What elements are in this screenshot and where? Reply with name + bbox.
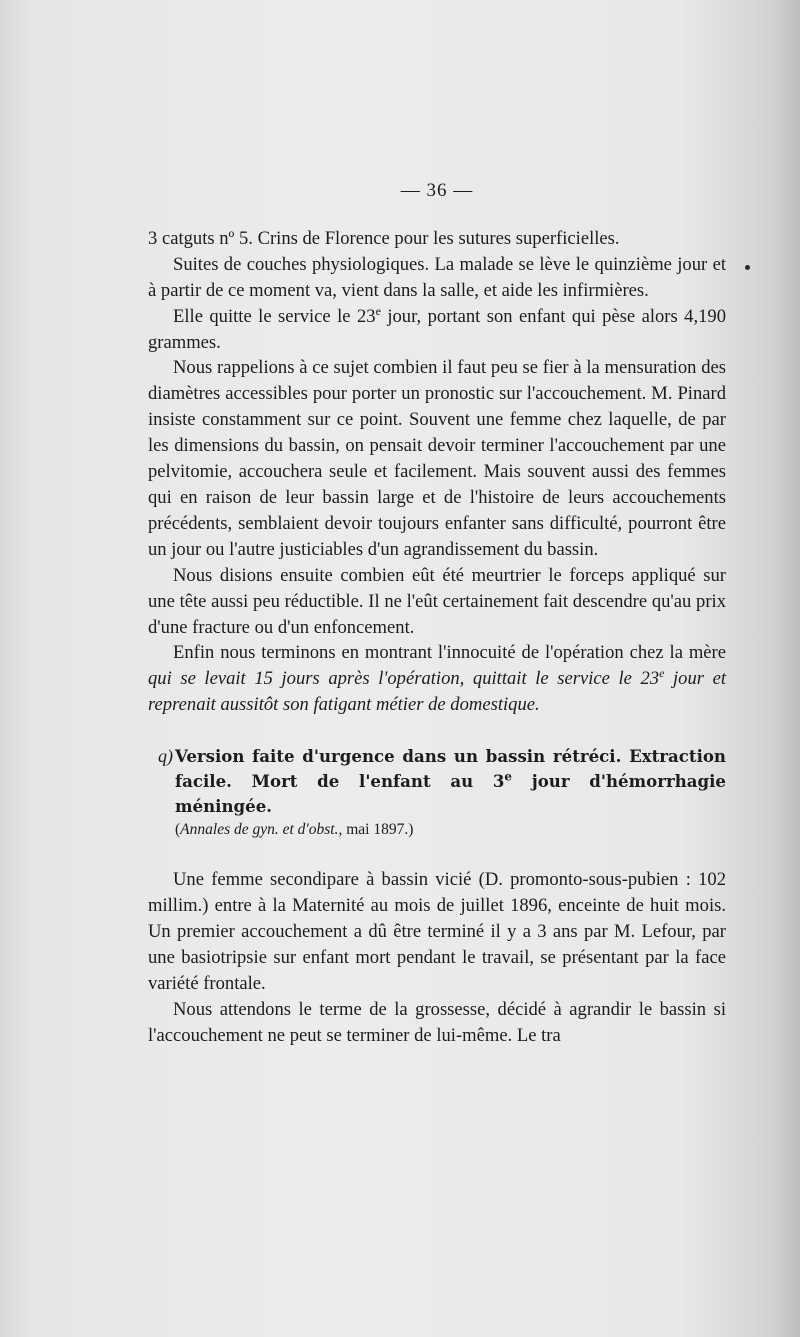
heading-run: jour d'hémorrhagie méningée. — [175, 771, 726, 817]
paragraph-suites-de-couches: Suites de couches physiologiques. La malade se lève le quinzième jour et à partir de ce moment va, vient dans la salle, et aide les infirmières. — [148, 253, 726, 301]
text-run: Elle quitte le service le 23 — [173, 305, 376, 327]
section-source — [158, 819, 726, 841]
margin-speck — [745, 265, 750, 270]
text-run: Enfin nous terminons en montrant l'innocuité de l'opération chez la mère — [173, 642, 726, 664]
superscript: e — [659, 666, 665, 681]
page-content — [148, 178, 726, 1048]
source-date: , mai 1897.) — [338, 821, 414, 839]
paragraph-secondipare: Une femme secondipare à bassin vicié (D. promonto-sous-pubien : 102 millim.) entre à la Maternité au mois de juillet 1896, enceinte de huit mois. Un premier accouchement a dû être terminé il y a 3 ans par M. Lefour, par une basiotripsie sur enfant mort pendant le travail, se présentant par la face variété frontale. — [148, 869, 726, 994]
italic-run: jour et reprenait aussitôt son fatigant métier de domestique. — [148, 668, 726, 716]
paragraph-innocuite — [148, 640, 726, 718]
paragraph-mensuration: Nous rappelions à ce sujet combien il faut peu se fier à la mensuration des diamètres accessibles pour porter un pronostic sur l'accouchement. M. Pinard insiste constamment sur ce point. Souvent une femme chez laquelle, de par les dimensions du bassin, on pensait devoir terminer l'accouchement par une pelvitomie, accouchera seule et facilement. Mais souvent aussi des femmes qui en raison de leur bassin large et de l'histoire de leurs accouchements précédents, semblaient devoir toujours enfanter sans difficulté, pourront être un jour ou l'autre justiciables d'un agrandissement du bassin. — [148, 357, 726, 560]
source-journal: Annales de gyn. et d'obst. — [180, 821, 339, 839]
section-body — [148, 867, 726, 1048]
paragraph-forceps: Nous disions ensuite combien eût été meurtrier le forceps appliqué sur une tête aussi peu réductible. Il ne l'eût certainement fait descendre qu'au prix d'une fracture ou d'un enfoncement. — [148, 564, 726, 638]
case-section-q — [148, 744, 726, 841]
paragraph-quitte-service — [148, 304, 726, 356]
text-run: jour, portant son enfant qui pèse alors 4,190 grammes. — [148, 305, 727, 353]
italic-run: qui se levait 15 jours après l'opération, quittait le service le 23 — [148, 668, 660, 690]
superscript: e — [504, 769, 513, 784]
section-heading — [158, 744, 726, 819]
source-open: ( — [175, 821, 181, 839]
section-marker: q) — [158, 746, 173, 767]
paragraph-terme-grossesse: Nous attendons le terme de la grossesse, décidé à agrandir le bassin si l'accouchement ne peut se terminer de lui-même. Le tra — [148, 998, 726, 1046]
page-number: — 36 — — [400, 180, 474, 201]
heading-run: Version faite d'urgence dans un bassin rétréci. Extraction facile. Mort de l'enfant au 3 — [175, 746, 726, 792]
superscript: e — [375, 303, 381, 318]
paragraph-sutures: 3 catguts nº 5. Crins de Florence pour les sutures superficielles. — [148, 227, 620, 249]
